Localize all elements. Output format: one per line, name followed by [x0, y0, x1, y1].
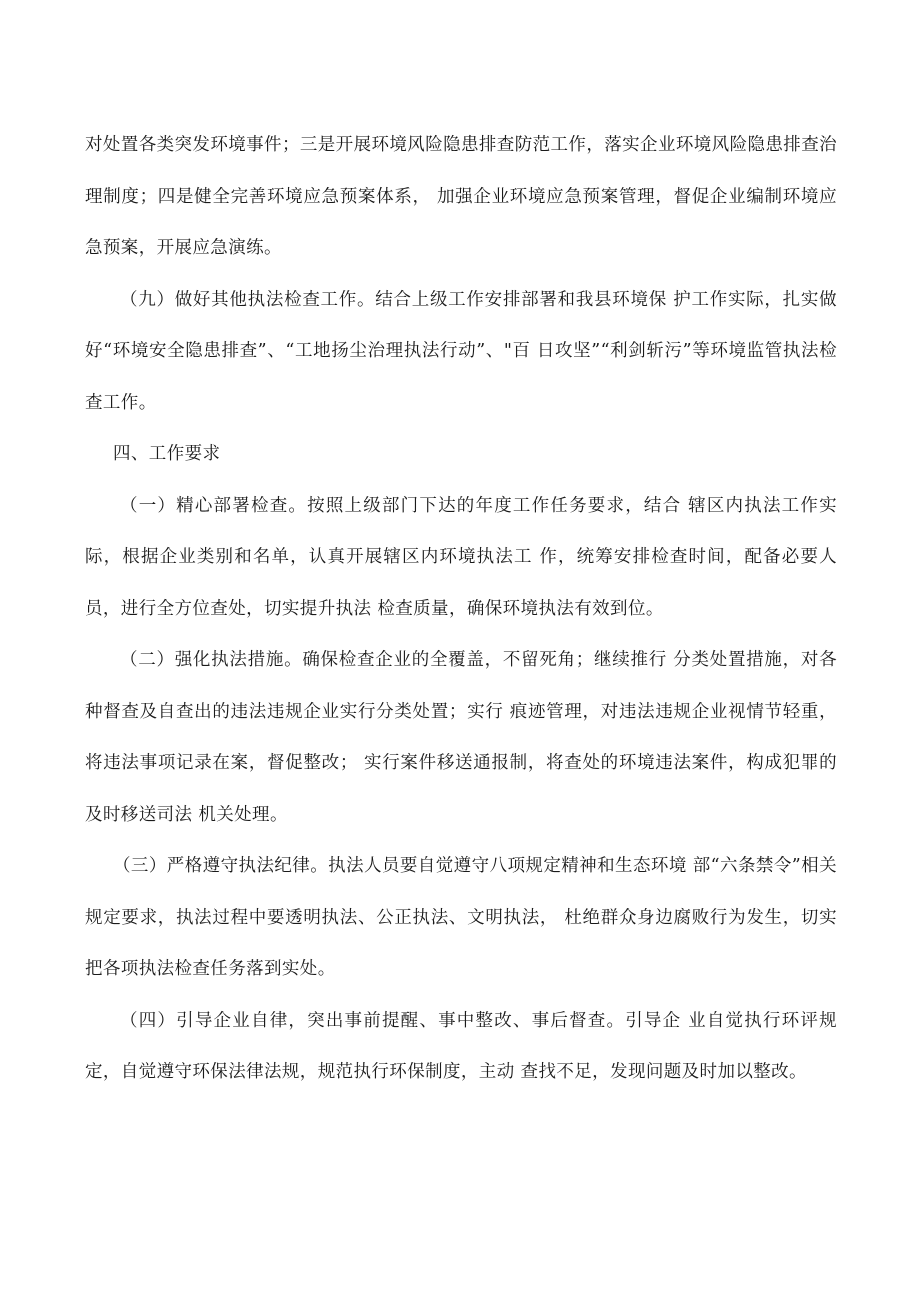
paragraph-item-9: （九）做好其他执法检查工作。结合上级工作安排部署和我县环境保 护工作实际，扎实做好“环境安全隐患排查”、“工地扬尘治理执法行动”、"百 日攻坚”“利剑斩污”等环境监管执法检查工作。	[85, 289, 837, 413]
paragraph-item-3: （三）严格遵守执法纪律。执法人员要自觉遵守八项规定精神和生态环境 部“六条禁令”相关规定要求，执法过程中要透明执法、公正执法、文明执法， 杜绝群众身边腐败行为发生，切实把各项执法检查任务落到实处。	[85, 856, 837, 979]
paragraph-item-1: （一）精心部署检查。按照上级部门下达的年度工作任务要求，结合 辖区内执法工作实际，根据企业类别和名单，认真开展辖区内环境执法工 作，统筹安排检查时间，配备必要人员，进行全方位查处，切实提升执法 检查质量，确保环境执法有效到位。	[85, 495, 837, 619]
section-heading-work-requirements: 四、工作要求	[113, 444, 221, 464]
paragraph-item-2: （二）强化执法措施。确保检查企业的全覆盖，不留死角；继续推行 分类处置措施，对各种督查及自查出的违法违规企业实行分类处置；实行 痕迹管理，对违法违规企业视情节轻重，将违法事项记录在案，督促整改； 实行案件移送通报制，将查处的环境违法案件，构成犯罪的及时移送司法 机关处理。	[85, 650, 837, 825]
paragraph-continued: 对处置各类突发环境事件；三是开展环境风险隐患排查防范工作，落实企业环境风险隐患排查治理制度；四是健全完善环境应急预案体系， 加强企业环境应急预案管理，督促企业编制环境应急预案，开展应急演练。	[85, 135, 837, 258]
document-page	[85, 120, 837, 1099]
paragraph-item-4: （四）引导企业自律，突出事前提醒、事中整改、事后督查。引导企 业自觉执行环评规定，自觉遵守环保法律法规，规范执行环保制度，主动 查找不足，发现问题及时加以整改。	[85, 1010, 837, 1082]
